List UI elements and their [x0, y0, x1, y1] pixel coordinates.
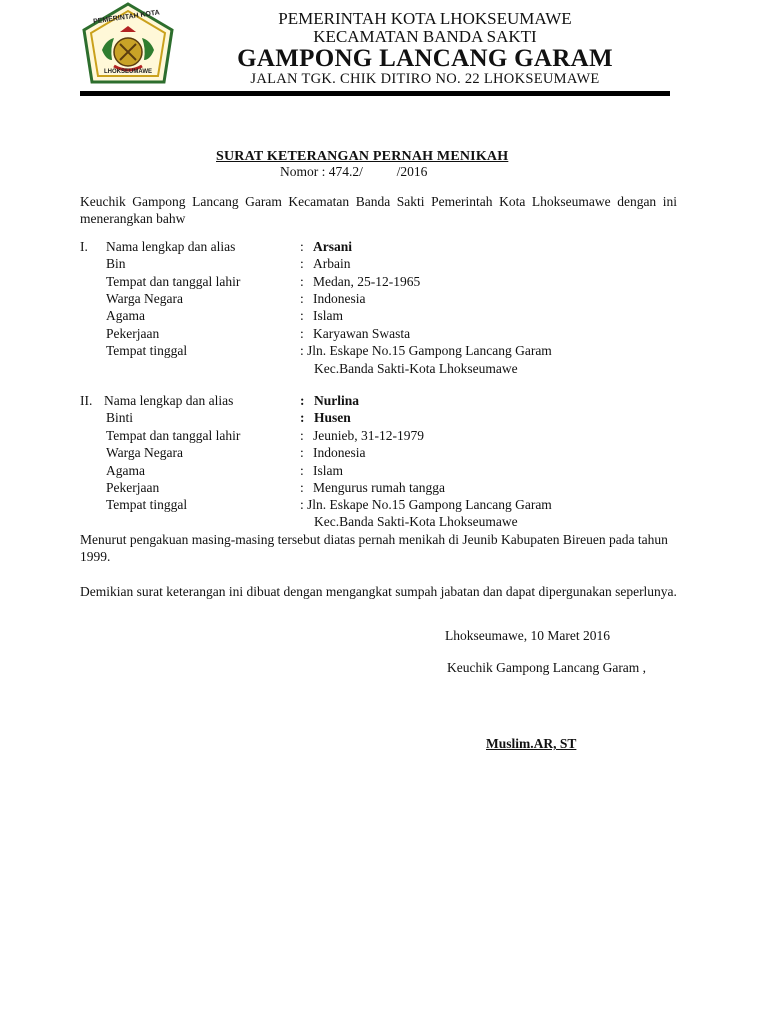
person-2-sep-name: :	[300, 393, 305, 408]
person-1-sep-religion: :	[300, 308, 304, 323]
person-1-sep-birth: :	[300, 274, 304, 289]
person-2-numeral: II.	[80, 393, 93, 408]
person-1-label-citizenship: Warga Negara	[106, 291, 183, 306]
document-number: Nomor : 474.2/ /2016	[280, 164, 428, 179]
letterhead-address: JALAN TGK. CHIK DITIRO NO. 22 LHOKSEUMAWE	[250, 71, 600, 87]
letterhead-government: PEMERINTAH KOTA LHOKSEUMAWE	[278, 9, 572, 28]
letterhead-district: KECAMATAN BANDA SAKTI	[313, 27, 537, 46]
person-1-label-address: Tempat tinggal	[106, 343, 188, 358]
person-1-value-address: Jln. Eskape No.15 Gampong Lancang Garam	[307, 343, 552, 358]
person-1-label-name: Nama lengkap dan alias	[106, 239, 236, 254]
person-1-label-occupation: Pekerjaan	[106, 326, 160, 341]
intro-paragraph: Keuchik Gampong Lancang Garam Kecamatan Banda Sakti Pemerintah Kota Lhokseumawe dengan ini menerangkan bahw	[80, 194, 677, 226]
person-1-value-name: Arsani	[313, 239, 353, 254]
person-2-address-line-2: Kec.Banda Sakti-Kota Lhokseumawe	[314, 514, 518, 529]
person-2-value-name: Nurlina	[314, 393, 360, 408]
person-2-sep-religion: :	[300, 463, 304, 478]
person-2-label-religion: Agama	[106, 463, 145, 478]
person-2-label-binti: Binti	[106, 410, 134, 425]
logo-text-bottom: LHOKSEUMAWE	[104, 69, 152, 75]
person-1-label-bin: Bin	[106, 256, 126, 271]
person-2-sep-binti: :	[300, 410, 305, 425]
person-1-value-birth: Medan, 25-12-1965	[313, 274, 421, 289]
person-1-label-religion: Agama	[106, 308, 145, 323]
person-1-sep-address: :	[300, 343, 304, 358]
person-2-label-name: Nama lengkap dan alias	[104, 393, 234, 408]
person-1-value-religion: Islam	[313, 308, 343, 323]
closing-paragraph: Demikian surat keterangan ini dibuat dengan mengangkat sumpah jabatan dan dapat dipergunakan seperlunya.	[80, 584, 677, 599]
person-1-value-occupation: Karyawan Swasta	[313, 326, 411, 341]
signature-role: Keuchik Gampong Lancang Garam ,	[447, 660, 647, 675]
document-title: SURAT KETERANGAN PERNAH MENIKAH	[216, 149, 509, 164]
letterhead-village: GAMPONG LANCANG GARAM	[237, 45, 613, 72]
person-1-sep-citizenship: :	[300, 291, 304, 306]
person-2-value-binti: Husen	[314, 410, 351, 425]
person-1-numeral: I.	[80, 239, 88, 254]
person-2-sep-occupation: :	[300, 480, 304, 495]
signature-place-date: Lhokseumawe, 10 Maret 2016	[445, 628, 610, 643]
person-2-sep-citizenship: :	[300, 445, 304, 460]
letterhead-divider	[80, 91, 670, 96]
person-2-label-occupation: Pekerjaan	[106, 480, 160, 495]
person-2-sep-birth: :	[300, 428, 304, 443]
signature-name: Muslim.AR, ST	[486, 736, 577, 751]
person-1-address-line-2: Kec.Banda Sakti-Kota Lhokseumawe	[314, 361, 518, 376]
person-2-value-birth: Jeunieb, 31-12-1979	[313, 428, 424, 443]
person-1-sep-bin: :	[300, 256, 304, 271]
logo-text-top: PEMERINTAH KOTA	[92, 9, 161, 26]
person-2-value-address: Jln. Eskape No.15 Gampong Lancang Garam	[307, 497, 552, 512]
person-1-value-bin: Arbain	[313, 256, 351, 271]
person-1-sep-name: :	[300, 239, 304, 254]
person-2-label-address: Tempat tinggal	[106, 497, 188, 512]
person-2-value-occupation: Mengurus rumah tangga	[313, 480, 445, 495]
marriage-statement-paragraph: Menurut pengakuan masing-masing tersebut diatas pernah menikah di Jeunib Kabupaten Bireuen pada tahun 1999.	[80, 532, 668, 564]
person-1-sep-occupation: :	[300, 326, 304, 341]
person-2-value-religion: Islam	[313, 463, 343, 478]
person-1-label-birth: Tempat dan tanggal lahir	[106, 274, 241, 289]
person-2-sep-address: :	[300, 497, 304, 512]
person-1-value-citizenship: Indonesia	[313, 291, 366, 306]
person-2-label-birth: Tempat dan tanggal lahir	[106, 428, 241, 443]
person-2-value-citizenship: Indonesia	[313, 445, 366, 460]
person-2-label-citizenship: Warga Negara	[106, 445, 183, 460]
